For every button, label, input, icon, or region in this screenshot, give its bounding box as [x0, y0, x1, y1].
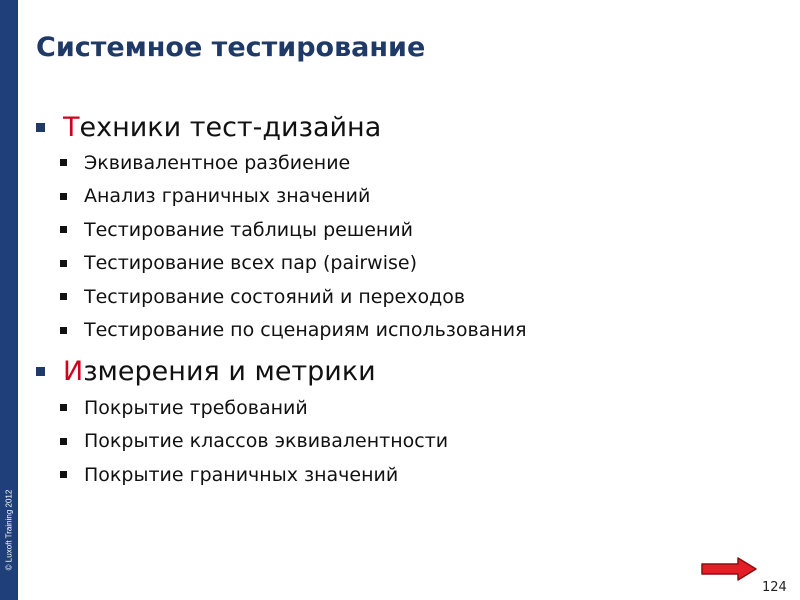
list-item [36, 213, 527, 247]
square-bullet-icon [60, 327, 67, 334]
section-test-design-techniques [36, 108, 527, 347]
slide-title: Системное тестирование [36, 32, 426, 63]
list-item [36, 146, 527, 180]
square-bullet-icon [60, 193, 67, 200]
section-measurements-metrics [36, 351, 448, 492]
right-arrow-icon[interactable] [700, 556, 758, 582]
technique-list [36, 146, 527, 347]
list-item-text: Тестирование всех пар (pairwise) [84, 252, 417, 275]
list-item [36, 458, 448, 492]
list-item-text: Анализ граничных значений [84, 185, 371, 208]
list-item [36, 425, 448, 459]
list-item-text: Покрытие граничных значений [84, 463, 399, 486]
square-bullet-icon [36, 123, 45, 132]
list-item [36, 314, 527, 348]
section-label [63, 356, 376, 387]
square-bullet-icon [60, 293, 67, 300]
square-bullet-icon [60, 438, 67, 445]
side-bar [0, 0, 18, 600]
square-bullet-icon [60, 159, 67, 166]
section-label [63, 112, 381, 143]
section-heading [36, 351, 448, 391]
list-item [36, 180, 527, 214]
page-number: 124 [762, 580, 787, 595]
list-item-text: Тестирование по сценариям использования [84, 319, 527, 342]
section-label-rest: ехники тест-дизайна [79, 111, 382, 143]
square-bullet-icon [60, 404, 67, 411]
list-item-text: Тестирование состояний и переходов [84, 285, 466, 308]
square-bullet-icon [60, 226, 67, 233]
square-bullet-icon [36, 367, 45, 376]
list-item-text: Покрытие требований [84, 396, 308, 419]
list-item [36, 247, 527, 281]
section-label-rest: змерения и метрики [83, 355, 376, 387]
square-bullet-icon [60, 471, 67, 478]
metrics-list [36, 391, 448, 492]
copyright-text: © Luxoft Training 2012 [4, 489, 14, 571]
section-label-initial: И [63, 355, 84, 387]
list-item-text: Тестирование таблицы решений [84, 218, 414, 241]
section-label-initial: Т [63, 111, 80, 143]
list-item [36, 391, 448, 425]
square-bullet-icon [60, 260, 67, 267]
section-heading [36, 108, 527, 146]
list-item-text: Покрытие классов эквивалентности [84, 430, 449, 453]
list-item [36, 280, 527, 314]
list-item-text: Эквивалентное разбиение [84, 151, 351, 174]
